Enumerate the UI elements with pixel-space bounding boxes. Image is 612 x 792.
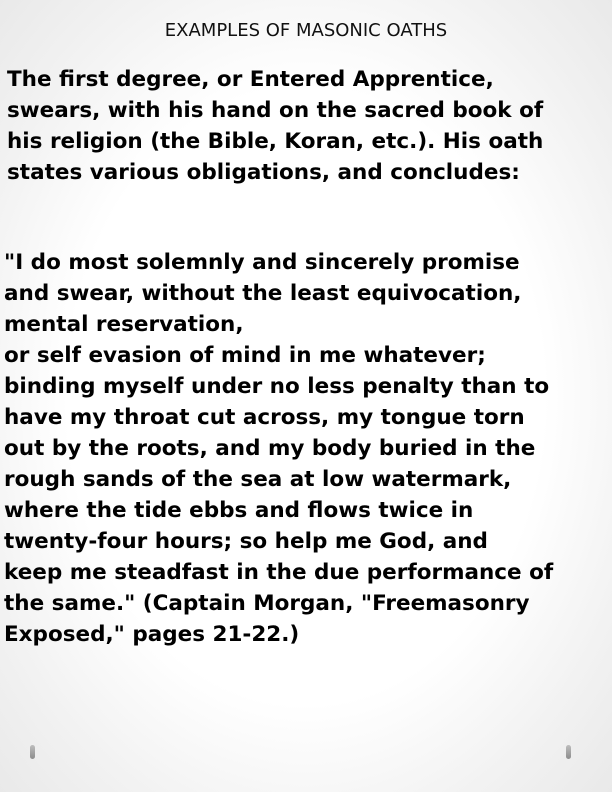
intro-paragraph (7, 64, 607, 188)
text-line: mental reservation, (4, 312, 244, 337)
text-line: out by the roots, and my body buried in the (4, 436, 536, 461)
text-line: his religion (the Bible, Koran, etc.). His oath (7, 129, 544, 154)
text-line: or self evasion of mind in me whatever; (4, 343, 486, 368)
text-line: the same." (Captain Morgan, "Freemasonry (4, 591, 530, 616)
text-line: have my throat cut across, my tongue torn (4, 405, 525, 430)
text-line: states various obligations, and concludes: (7, 160, 520, 185)
slide-title: EXAMPLES OF MASONIC OATHS (164, 20, 448, 41)
oath-quote-paragraph (4, 247, 604, 650)
text-line: "I do most solemnly and sincerely promise (4, 250, 520, 275)
decorative-dot-right (566, 745, 571, 759)
decorative-dot-left (30, 745, 35, 759)
text-line: swears, with his hand on the sacred book of (7, 98, 544, 123)
text-line: and swear, without the least equivocation, (4, 281, 522, 306)
text-line: twenty-four hours; so help me God, and (4, 529, 488, 554)
text-line: where the tide ebbs and flows twice in (4, 498, 474, 523)
text-line: rough sands of the sea at low watermark, (4, 467, 512, 492)
text-line: binding myself under no less penalty than to (4, 374, 550, 399)
text-line: keep me steadfast in the due performance of (4, 560, 554, 585)
text-line: Exposed," pages 21-22.) (4, 622, 300, 647)
text-line: The first degree, or Entered Apprentice, (7, 67, 494, 92)
